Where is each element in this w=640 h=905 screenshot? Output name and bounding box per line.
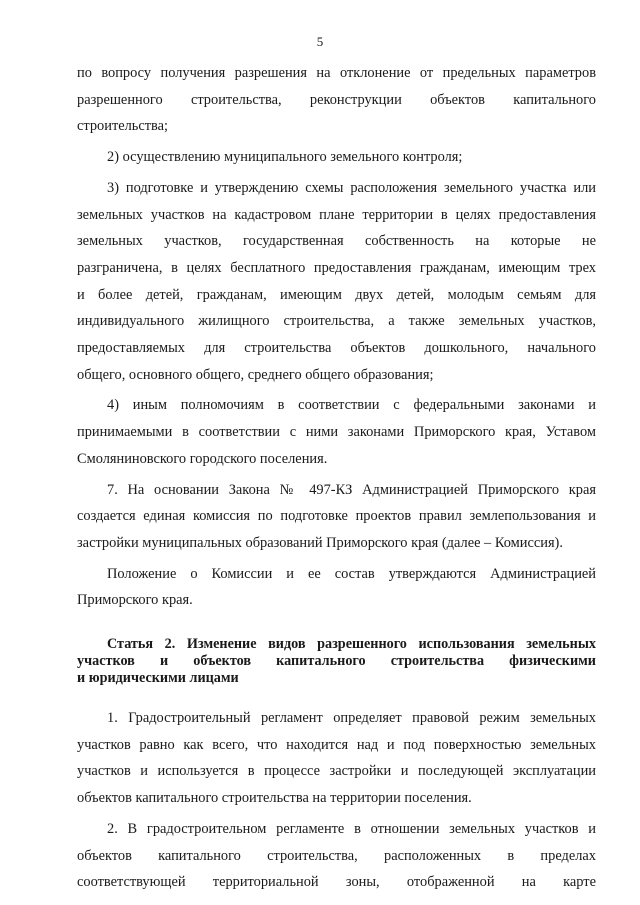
text-line: разграничена, в целях бесплатного предоставления гражданам, имеющим трех — [77, 259, 596, 276]
text-line: 7. На основании Закона № 497-КЗ Администрацией Приморского края — [107, 481, 596, 498]
paragraph — [77, 705, 596, 812]
text-line: 2. В градостроительном регламенте в отношении земельных участков и — [107, 820, 596, 837]
text-line: Положение о Комиссии и ее состав утверждаются Администрацией — [107, 565, 596, 582]
paragraph — [77, 816, 596, 896]
text-line: строительства; — [77, 118, 169, 135]
text-line: общего, основного общего, среднего общего образования; — [77, 366, 434, 383]
text-line: 3) подготовке и утверждению схемы расположения земельного участка или — [107, 179, 596, 196]
text-line: предоставляемых для строительства объектов дошкольного, начального — [77, 340, 596, 357]
text-line: застройки муниципальных образований Приморского края (далее – Комиссия). — [77, 534, 563, 551]
page-number: 5 — [316, 34, 324, 49]
text-line: участков равно как всего, что находится над и под поверхностью земельных — [77, 736, 596, 753]
text-line: Приморского края. — [77, 592, 193, 609]
text-line: Смоляниновского городского поселения. — [77, 450, 328, 467]
heading-line: и юридическими лицами — [77, 670, 239, 687]
text-line: объектов капитального строительства, расположенных в пределах — [77, 847, 596, 864]
text-line: создается единая комиссия по подготовке проектов правил землепользования и — [77, 508, 596, 525]
text-line: земельных участков на кадастровом плане территории в целях предоставления — [77, 206, 596, 223]
document-body — [77, 60, 596, 896]
paragraph — [77, 144, 596, 171]
text-line: соответствующей территориальной зоны, отображенной на карте — [77, 874, 596, 891]
heading-line: Статья 2. Изменение видов разрешенного использования земельных — [107, 636, 596, 653]
text-line: 4) иным полномочиям в соответствии с федеральными законами и — [107, 397, 596, 414]
paragraph — [77, 60, 596, 140]
text-line: участков и используется в процессе застройки и последующей эксплуатации — [77, 763, 596, 780]
article-heading — [77, 636, 596, 687]
text-line: объектов капитального строительства на территории поселения. — [77, 790, 472, 807]
text-line: индивидуального жилищного строительства, а также земельных участков, — [77, 313, 596, 330]
text-line: принимаемыми в соответствии с ними законами Приморского края, Уставом — [77, 424, 596, 441]
paragraph — [77, 561, 596, 614]
text-line: по вопросу получения разрешения на отклонение от предельных параметров — [77, 65, 596, 81]
paragraph — [77, 392, 596, 472]
text-line: и более детей, гражданам, имеющим двух детей, молодым семьям для — [77, 286, 596, 303]
text-line: 2) осуществлению муниципального земельного контроля; — [107, 149, 463, 166]
paragraph — [77, 477, 596, 557]
text-line: земельных участков, государственная собственность на которые не — [77, 233, 596, 250]
text-line: 1. Градостроительный регламент определяет правовой режим земельных — [107, 710, 596, 727]
heading-line: участков и объектов капитального строительства физическими — [77, 653, 596, 670]
paragraph — [77, 175, 596, 389]
text-line: разрешенного строительства, реконструкции объектов капитального — [77, 91, 596, 108]
